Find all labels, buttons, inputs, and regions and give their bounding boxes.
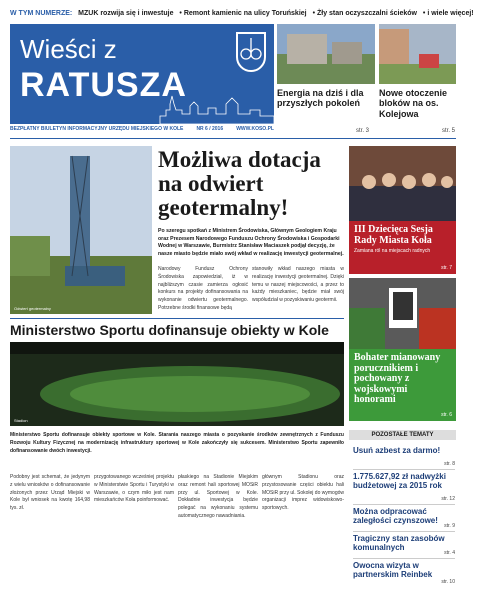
topic-item[interactable] bbox=[353, 534, 455, 552]
session-subtitle: Zamiana ról na miejscach radnych bbox=[354, 248, 431, 254]
masthead-meta bbox=[10, 126, 274, 136]
topic-divider bbox=[353, 504, 455, 505]
topic-item[interactable] bbox=[353, 472, 455, 490]
topic-text: Usuń azbest za darmo! bbox=[353, 446, 441, 455]
other-topics-title: POZOSTAŁE TEMATY bbox=[349, 430, 456, 440]
session-title: III Dziecięca Sesja Rady Miasta Koła bbox=[354, 224, 433, 246]
masthead-title-line1: Wieści z bbox=[20, 34, 117, 64]
skyline-icon bbox=[10, 84, 274, 124]
issue-number: NR 6 / 2016 bbox=[196, 126, 224, 132]
session-page: str. 7 bbox=[441, 265, 452, 271]
stadium-photo bbox=[10, 342, 344, 426]
topic-item[interactable] bbox=[353, 561, 455, 579]
blocks-photo bbox=[379, 24, 456, 84]
hero-page: str. 6 bbox=[441, 412, 452, 418]
article2-col4: głównym Stadionu oraz przystosowanie części obiektu hali MOSiR przy ul. Sokolej do wymogów organizacji imprez widowiskowo-sportowych. bbox=[262, 474, 344, 511]
topic-text: Można odpracować zaległości czynszowe! bbox=[353, 507, 438, 526]
article1-headline[interactable]: Możliwa dotacja na odwiert geotermalny! bbox=[158, 147, 321, 221]
website-link[interactable]: WWW.KOSO.PL bbox=[236, 126, 274, 132]
teaser-energy-page: str. 3 bbox=[355, 128, 369, 134]
topic-item[interactable] bbox=[353, 446, 455, 455]
topic-page: str. 4 bbox=[444, 550, 455, 556]
teaser-energy[interactable] bbox=[277, 88, 369, 109]
article1-lede: Po szeregu spotkań z Ministrem Środowiska, Głównym Geologiem Kraju oraz Prezesem Narodowego Funduszu Ochrony Środowiska i Gospodarki Wodnej w Warszawie, Burmistrz Stanisław Maciaszek podjął decyzję, że nasze miasto będzie miało swój wkład w realizację inwestycji geotermalnej. bbox=[158, 228, 344, 257]
children-session-photo bbox=[349, 146, 456, 221]
energy-photo bbox=[277, 24, 375, 84]
ticker-item[interactable]: • i wiele więcej! bbox=[422, 10, 474, 17]
article-divider bbox=[10, 318, 344, 319]
article2-col3: płaskiego na Stadionie Miejskim oraz remont hali sportowej MOSiR przy ul. Sportowej w Kole. Dokładnie inwestycja będzie polegać na wykonaniu systemu automatycznego nawadniania. bbox=[178, 474, 258, 519]
article1-col2: stanowiły wkład naszego miasta w realizację inwestycji geotermalnej. Dzięki temu w naszej miejscowości, a przez to każdy mieszkaniec, będzie miał swój współudział w pozyskiwaniu geotermii. bbox=[252, 266, 344, 303]
article2-col1: Podobny jest schemat, że jedynym z wielu wniosków o dofinansowanie złożonych przez Urząd Miejski w Kole był wniosek na kwotę 164,98 tys. zł. bbox=[10, 474, 90, 511]
topic-divider bbox=[353, 558, 455, 559]
article2-headline[interactable]: Ministerstwo Sportu dofinansuje obiekty w Kole bbox=[10, 322, 329, 338]
topic-page: str. 10 bbox=[441, 579, 455, 585]
city-crest-icon bbox=[236, 32, 266, 72]
topic-divider bbox=[353, 531, 455, 532]
funeral-photo bbox=[349, 278, 456, 349]
topic-item[interactable] bbox=[353, 507, 455, 525]
hero-title: Bohater mianowany porucznikiem i pochowany z wojskowymi honorami bbox=[354, 352, 441, 405]
article2-lede: Ministerstwo Sportu dofinansuje obiekty sportowe w Kole. Starania naszego miasta o pozyskanie środków zewnętrznych z Funduszu Rozwoju Kultury Fizycznej na modernizację infrastruktury sportowej w Kole zakończyły się sukcesem. Ministerstwo Sportu zapewniło dofinansowanie dwóch inwestycji. bbox=[10, 432, 344, 454]
stadium-photo-caption: Stadion bbox=[14, 418, 28, 423]
article1-col1: Narodowy Fundusz Ochrony Środowiska zapowiedział, iż w najbliższym czasie zamierza ogłosić konkurs na projekty dofinansowania na wykonanie odwiertu geotermalnego. Potrzebne środki finansowe będą bbox=[158, 266, 248, 311]
topic-text: Tragiczny stan zasobów komunalnych bbox=[353, 534, 445, 553]
drilling-rig-photo bbox=[10, 146, 152, 314]
topic-page: str. 12 bbox=[441, 496, 455, 502]
teaser-blocks-text: Nowe otoczenie bloków na os. Kolejowa bbox=[379, 88, 448, 119]
top-ticker bbox=[10, 10, 474, 22]
article2-col2: przygotowanego wcześniej projektu w Ministerstwie Sportu i Turystyki w Warszawie, o czym miło jest nam mieszkańców Koła poinformować. bbox=[94, 474, 174, 504]
teaser-energy-text: Energia na dziś i dla przyszłych pokoleń bbox=[277, 88, 364, 109]
drilling-photo-caption: Odwiert geotermalny bbox=[14, 306, 51, 311]
topic-text: 1.775.627,92 zł nadwyżki budżetowej za 2015 rok bbox=[353, 472, 446, 491]
masthead bbox=[10, 24, 274, 124]
ticker-item[interactable]: MZUK rozwija się i inwestuje bbox=[78, 10, 174, 17]
masthead-subtitle: BEZPŁATNY BIULETYN INFORMACYJNY URZĘDU MIEJSKIEGO W KOLE bbox=[10, 126, 184, 132]
teaser-blocks[interactable] bbox=[379, 88, 455, 119]
hero-box[interactable] bbox=[349, 349, 456, 421]
header-rule bbox=[10, 138, 456, 139]
topic-text: Owocna wizyta w partnerskim Reinbek bbox=[353, 561, 433, 580]
masthead-title-line2: RATUSZA bbox=[20, 66, 187, 104]
teaser-blocks-page: str. 5 bbox=[441, 128, 455, 134]
ticker-item[interactable]: • Żły stan oczyszczalni ścieków bbox=[312, 10, 417, 17]
topic-divider bbox=[353, 469, 455, 470]
ticker-lead: W TYM NUMERZE: bbox=[10, 10, 73, 17]
session-box[interactable] bbox=[349, 221, 456, 274]
topic-page: str. 9 bbox=[444, 523, 455, 529]
ticker-item[interactable]: • Remont kamienic na ulicy Toruńskiej bbox=[179, 10, 307, 17]
topic-page: str. 8 bbox=[444, 461, 455, 467]
